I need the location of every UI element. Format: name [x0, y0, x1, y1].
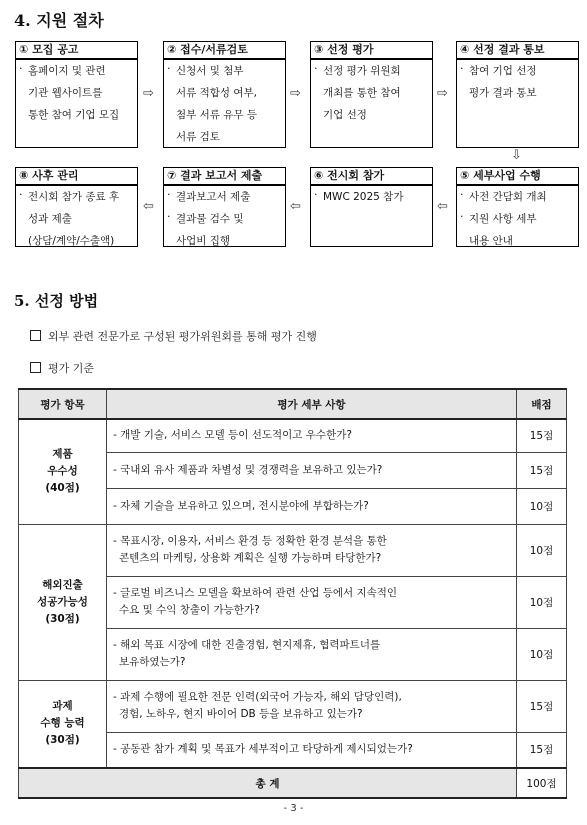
- step-2-line: 서류 적합성 여부,: [176, 87, 258, 99]
- points-cell: 10점: [517, 628, 567, 680]
- criteria-line: - 목표시장, 이용자, 서비스 환경 등 정확한 환경 분석을 통한: [113, 535, 387, 547]
- header-points: 배점: [517, 389, 567, 419]
- points-cell: 10점: [517, 576, 567, 628]
- points-cell: 15점: [517, 419, 567, 452]
- step-6-box: ⑥ 전시회 참가 · MWC 2025 참가: [310, 167, 433, 247]
- arrow-right-icon: ⇨: [143, 86, 154, 101]
- step-7-title: ⑦ 결과 보고서 제출: [164, 168, 285, 186]
- criteria-line: - 과제 수행에 필요한 전문 인력(외국어 가능자, 해외 담당인력),: [113, 691, 402, 703]
- step-4-title: ④ 선정 결과 통보: [457, 42, 578, 60]
- step-8-line: 성과 제출: [28, 213, 72, 225]
- header-criteria: 평가 세부 사항: [107, 389, 517, 419]
- category-total: (30점): [45, 612, 80, 625]
- step-2-box: ② 접수/서류검토 · 신청서 및 첨부 서류 적합성 여부, 첨부 서류 유무 등 서류 검토: [163, 41, 286, 148]
- criteria-line: 수요 및 수익 창출이 가능한가?: [119, 604, 260, 616]
- bullet-text: 외부 관련 전문가로 구성된 평가위원회를 통해 평가 진행: [48, 330, 317, 343]
- step-7-line: 결과물 검수 및: [176, 213, 244, 225]
- arrow-left-icon: ⇦: [290, 199, 301, 214]
- evaluation-table: [18, 388, 567, 799]
- step-1-line: 홈페이지 및 관련: [28, 65, 106, 77]
- criteria-cell: - 국내외 유사 제품과 차별성 및 경쟁력을 보유하고 있는가?: [107, 452, 517, 488]
- table-row: [19, 419, 567, 452]
- category-cell: [19, 524, 107, 680]
- step-8-line: 전시회 참가 종료 후: [28, 191, 120, 203]
- step-7-line: 결과보고서 제출: [176, 191, 251, 203]
- points-cell: 15점: [517, 680, 567, 732]
- bullet-text: 평가 기준: [48, 362, 95, 375]
- step-3-line: 선정 평가 위원회: [323, 65, 401, 77]
- criteria-cell: [107, 628, 517, 680]
- category-name: 해외진출: [42, 578, 83, 591]
- criteria-cell: - 공동관 참가 계획 및 목표가 세부적이고 타당하게 제시되었는가?: [107, 732, 517, 768]
- step-2-title: ② 접수/서류검토: [164, 42, 285, 60]
- arrow-right-icon: ⇨: [437, 86, 448, 101]
- table-row: [19, 524, 567, 576]
- header-category: 평가 항목: [19, 389, 107, 419]
- page-number: - 3 -: [283, 803, 304, 814]
- criteria-line: 콘텐츠의 마케팅, 상용화 계획은 실행 가능하며 타당한가?: [119, 552, 382, 564]
- total-label: 총 계: [19, 768, 517, 798]
- step-6-title: ⑥ 전시회 참가: [311, 168, 432, 186]
- step-2-line: 서류 검토: [176, 131, 220, 143]
- criteria-line: - 글로벌 비즈니스 모델을 확보하여 관련 산업 등에서 지속적인: [113, 587, 398, 599]
- step-3-title: ③ 선정 평가: [311, 42, 432, 60]
- step-3-line: 기업 선정: [323, 109, 367, 121]
- category-name: 과제: [52, 700, 73, 713]
- points-cell: 15점: [517, 452, 567, 488]
- category-name: 우수성: [47, 465, 78, 478]
- criteria-line: 경험, 노하우, 현지 바이어 DB 등을 보유하고 있는가?: [119, 708, 363, 720]
- step-5-title: ⑤ 세부사업 수행: [457, 168, 578, 186]
- arrow-left-icon: ⇦: [437, 199, 448, 214]
- step-8-line: (상담/계약/수출액): [28, 235, 115, 247]
- step-8-title: ⑧ 사후 관리: [16, 168, 137, 186]
- table-row: [19, 680, 567, 732]
- category-name: 제품: [52, 448, 73, 461]
- criteria-cell: - 자체 기술을 보유하고 있으며, 전시분야에 부합하는가?: [107, 488, 517, 524]
- step-3-line: 개최를 통한 참여: [323, 87, 401, 99]
- bullet-evaluation-criteria: [30, 360, 94, 376]
- points-cell: 15점: [517, 732, 567, 768]
- category-name: 성공가능성: [37, 595, 88, 608]
- step-1-box: ① 모집 공고 · 홈페이지 및 관련 기관 웹사이트를 통한 참여 기업 모집: [15, 41, 138, 148]
- step-2-line: 첨부 서류 유무 등: [176, 109, 258, 121]
- step-1-title: ① 모집 공고: [16, 42, 137, 60]
- step-4-line: 참여 기업 선정: [469, 65, 537, 77]
- step-5-line: 지원 사항 세부: [469, 213, 537, 225]
- table-header-row: [19, 389, 567, 419]
- step-3-box: ③ 선정 평가 · 선정 평가 위원회 개최를 통한 참여 기업 선정: [310, 41, 433, 148]
- category-name: 수행 능력: [40, 717, 85, 730]
- step-5-line: 사전 간담회 개최: [469, 191, 547, 203]
- criteria-line: - 해외 목표 시장에 대한 진출경험, 현지제휴, 협력파트너를: [113, 639, 381, 651]
- category-cell: [19, 419, 107, 524]
- step-6-line: MWC 2025 참가: [323, 191, 404, 203]
- category-total: (30점): [45, 734, 80, 747]
- category-total: (40점): [45, 482, 80, 495]
- step-5-line: 내용 안내: [469, 235, 513, 247]
- step-4-line: 평가 결과 통보: [469, 87, 537, 99]
- criteria-cell: [107, 576, 517, 628]
- criteria-line: 보유하였는가?: [119, 656, 186, 668]
- step-4-box: ④ 선정 결과 통보 · 참여 기업 선정 평가 결과 통보: [456, 41, 579, 148]
- category-cell: [19, 680, 107, 768]
- section4-title: 4. 지원 절차: [14, 11, 104, 30]
- arrow-right-icon: ⇨: [290, 86, 301, 101]
- table-total-row: [19, 768, 567, 798]
- arrow-down-icon: ⇩: [511, 148, 522, 163]
- step-2-line: 신청서 및 첨부: [176, 65, 244, 77]
- checkbox-square-icon: [30, 330, 41, 341]
- step-5-box: ⑤ 세부사업 수행 · · 사전 간담회 개최 지원 사항 세부 내용 안내: [456, 167, 579, 247]
- checkbox-square-icon: [30, 362, 41, 373]
- points-cell: 10점: [517, 524, 567, 576]
- section5-title: 5. 선정 방법: [14, 292, 99, 310]
- criteria-cell: [107, 524, 517, 576]
- points-cell: 10점: [517, 488, 567, 524]
- step-8-box: ⑧ 사후 관리 · 전시회 참가 종료 후 성과 제출 (상담/계약/수출액): [15, 167, 138, 247]
- step-7-box: ⑦ 결과 보고서 제출 · · 결과보고서 제출 결과물 검수 및 사업비 집행: [163, 167, 286, 247]
- step-7-line: 사업비 집행: [176, 235, 231, 247]
- step-1-line: 기관 웹사이트를: [28, 87, 103, 99]
- step-1-line: 통한 참여 기업 모집: [28, 109, 120, 121]
- total-points: 100점: [517, 768, 567, 798]
- arrow-left-icon: ⇦: [143, 199, 154, 214]
- criteria-cell: - 개발 기술, 서비스 모델 등이 선도적이고 우수한가?: [107, 419, 517, 452]
- criteria-cell: [107, 680, 517, 732]
- bullet-evaluation-committee: [30, 328, 317, 344]
